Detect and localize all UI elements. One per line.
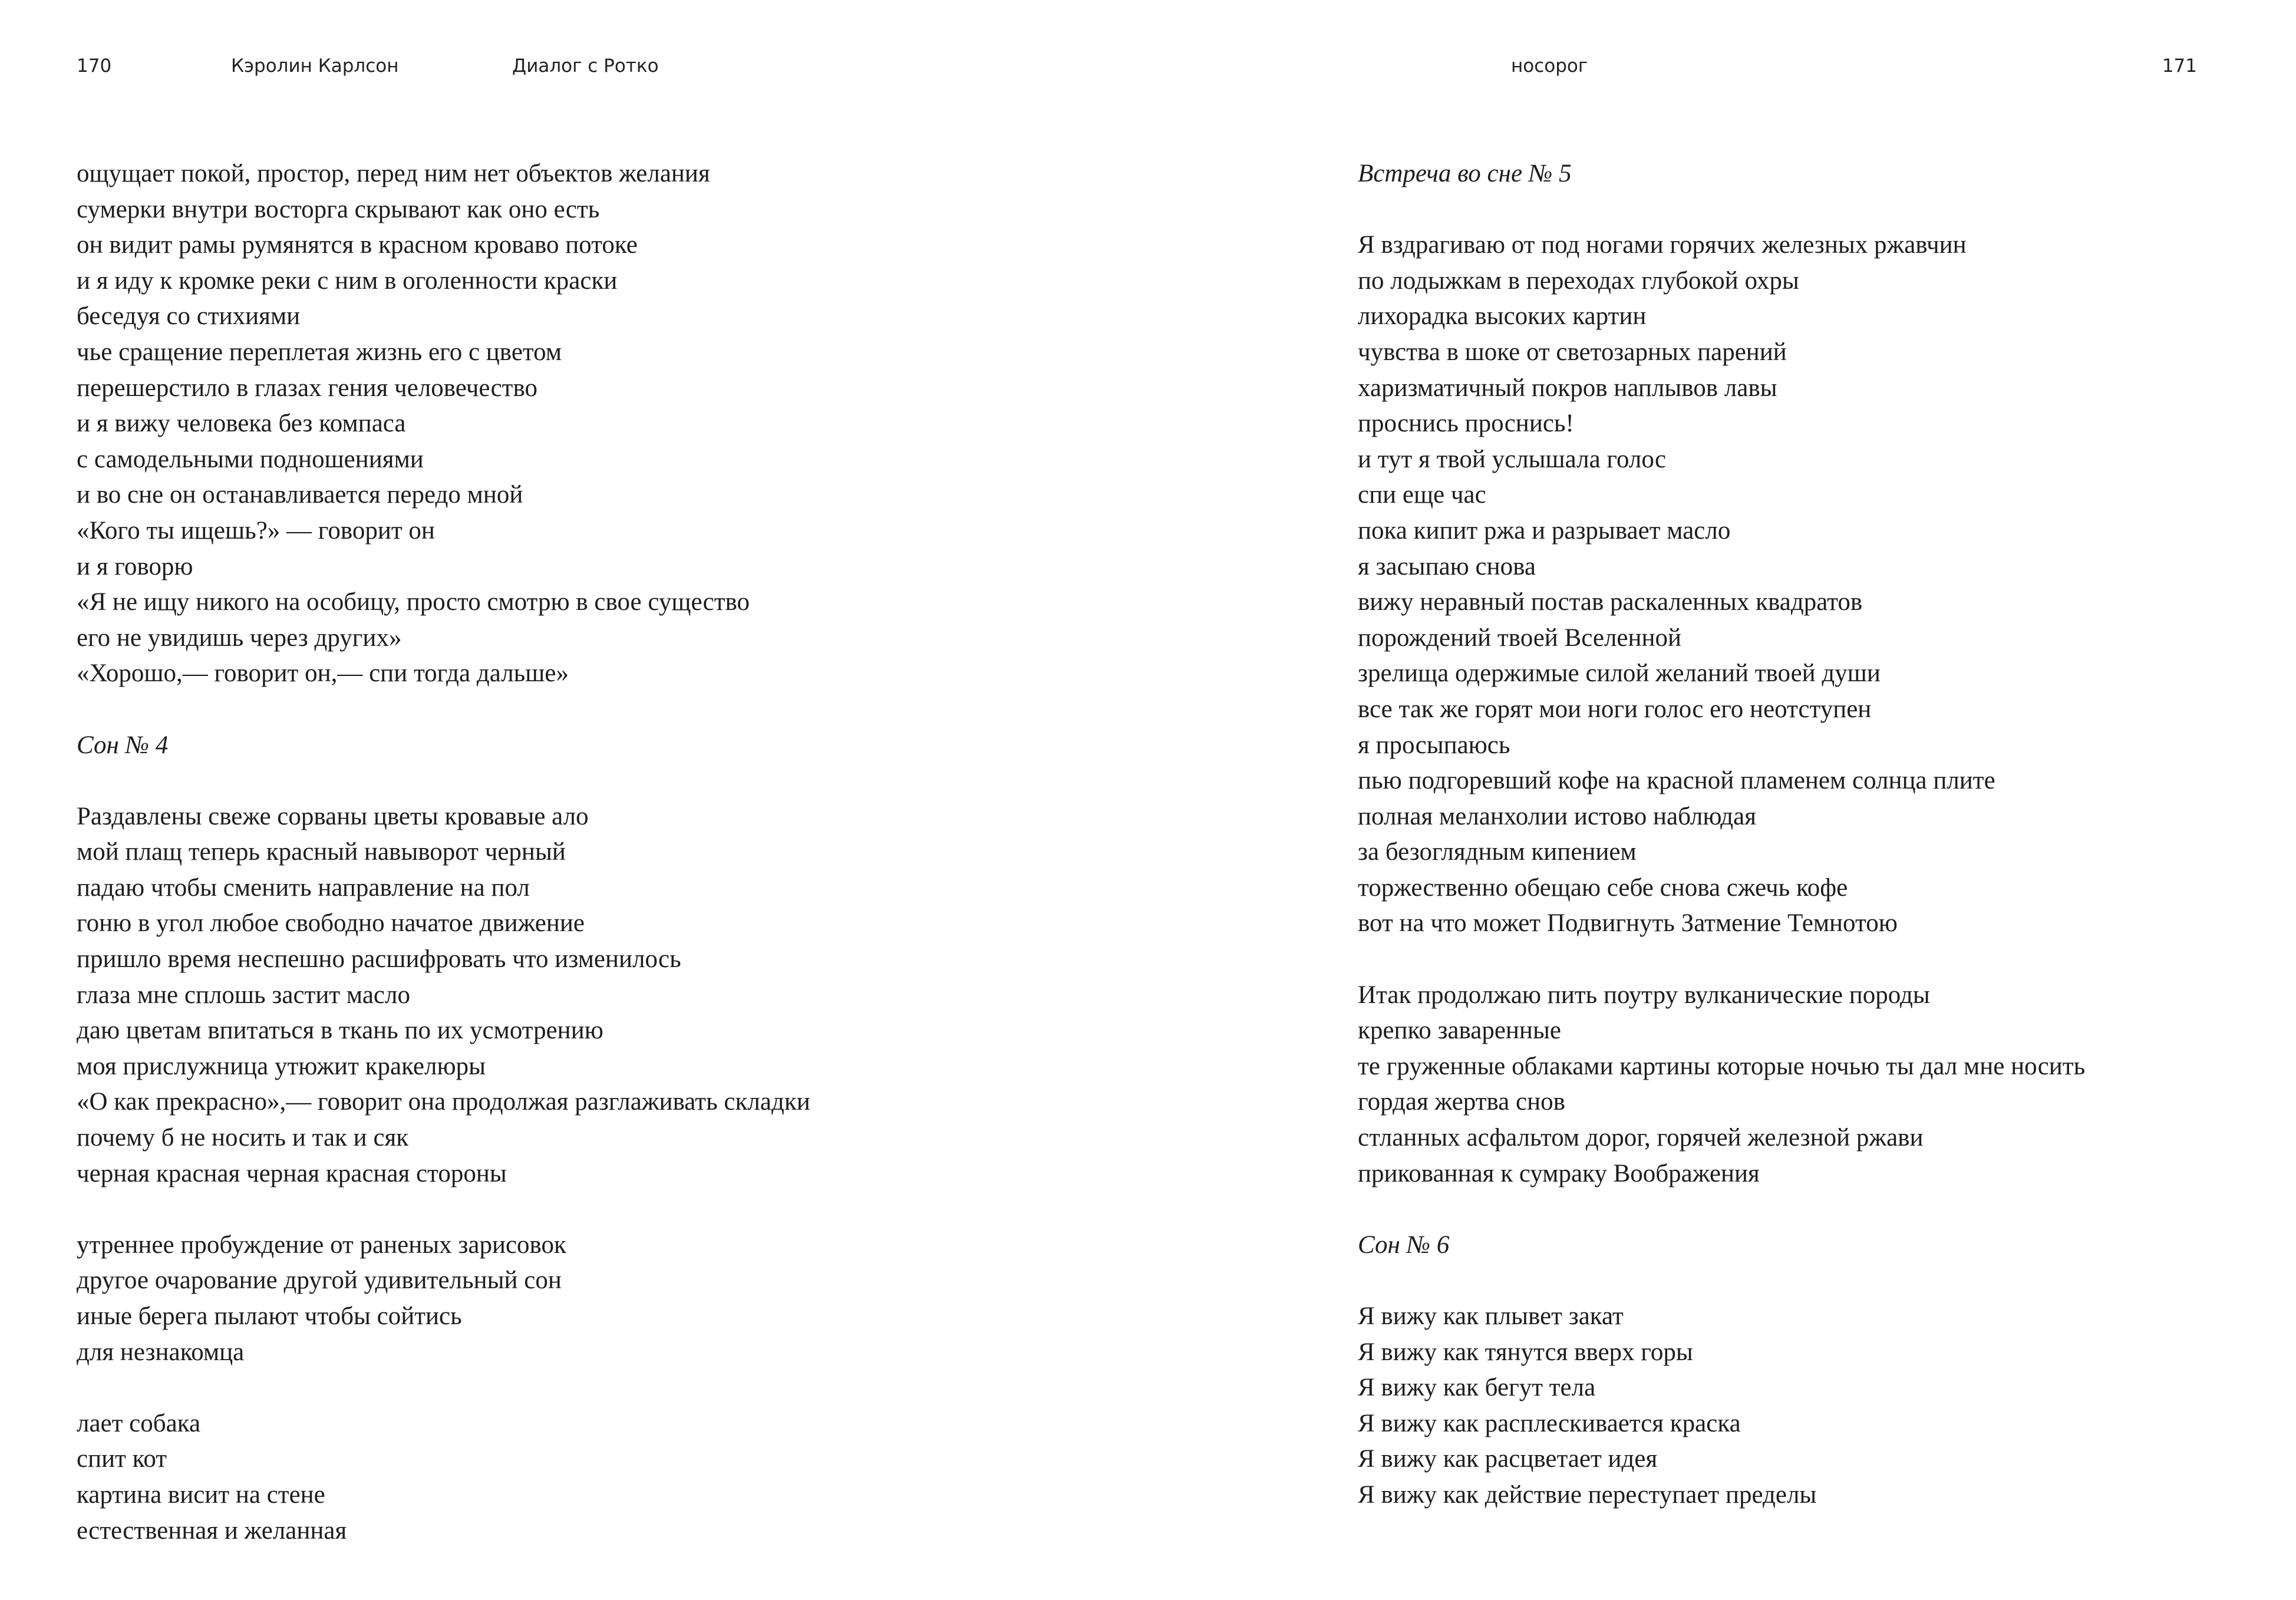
poem-line: пока кипит ржа и разрывает масло xyxy=(1358,516,1731,545)
poem-line: торжественно обещаю себе снова сжечь кофе xyxy=(1358,873,1848,902)
poem-line: вот на что может Подвигнуть Затмение Темнотою xyxy=(1358,909,1898,938)
poem-line: Я вижу как расплескивается краска xyxy=(1358,1409,1741,1437)
running-header-author: Кэролин Карлсон xyxy=(231,55,399,77)
page-number-right: 171 xyxy=(2162,55,2197,77)
poem-line: естественная и желанная xyxy=(77,1516,347,1545)
poem-line: полная меланхолии истово наблюдая xyxy=(1358,802,1757,830)
poem-line: и тут я твой услышала голос xyxy=(1358,445,1667,473)
poem-heading: Встреча во сне № 5 xyxy=(1358,160,1572,187)
poem-line: беседуя со стихиями xyxy=(77,302,301,331)
poem-line: «Я не ищу никого на особицу, просто смотрю в свое существо xyxy=(77,588,750,616)
poem-line: чье сращение переплетая жизнь его с цветом xyxy=(77,338,562,366)
stanza-gap xyxy=(1358,942,2085,978)
poem-line: порождений твоей Вселенной xyxy=(1358,623,1682,652)
poem-line: я просыпаюсь xyxy=(1358,731,1510,759)
poem-line: гоню в угол любое свободно начатое движение xyxy=(77,909,585,938)
poem-line: картина висит на стене xyxy=(77,1480,325,1509)
poem-line: Я вижу как бегут тела xyxy=(1358,1374,1596,1402)
poem-line: гордая жертва снов xyxy=(1358,1088,1565,1116)
poem-line: Итак продолжаю пить поутру вулканические породы xyxy=(1358,981,1930,1009)
right-page xyxy=(1148,0,2296,1600)
poem-line: пришло время неспешно расшифровать что изменилось xyxy=(77,945,681,974)
poem-line: по лодыжкам в переходах глубокой охры xyxy=(1358,266,1799,295)
poem-line: перешерстило в глазах гения человечество xyxy=(77,374,537,402)
stanza-gap xyxy=(1358,192,2085,228)
poem-line: прикованная к сумраку Воображения xyxy=(1358,1159,1760,1187)
poem-line: черная красная черная красная стороны xyxy=(77,1159,507,1187)
poem-line: крепко заваренные xyxy=(1358,1017,1561,1045)
poem-line: он видит рамы румянятся в красном кроваво потоке xyxy=(77,231,638,259)
right-page-text xyxy=(1358,156,2085,1513)
poem-line: стланных асфальтом дорог, горячей железной ржави xyxy=(1358,1124,1924,1152)
poem-line: Я вижу как расцветает идея xyxy=(1358,1445,1658,1473)
stanza-gap xyxy=(77,1370,810,1406)
poem-line: глаза мне сплошь застит масло xyxy=(77,981,410,1009)
poem-line: и я вижу человека без компаса xyxy=(77,410,406,438)
poem-line: лает собака xyxy=(77,1409,201,1437)
left-page-text xyxy=(77,156,810,1549)
poem-line: Я вижу как действие переступает пределы xyxy=(1358,1480,1817,1509)
poem-line: и я иду к кромке реки с ним в оголенности краски xyxy=(77,266,618,295)
poem-line: и я говорю xyxy=(77,552,193,580)
poem-line: Раздавлены свеже сорваны цветы кровавые ало xyxy=(77,802,589,830)
running-header-section: носорог xyxy=(1511,55,1588,77)
stanza-gap xyxy=(1358,1192,2085,1228)
poem-heading: Сон № 6 xyxy=(1358,1230,1450,1259)
poem-line: чувства в шоке от светозарных парений xyxy=(1358,338,1787,366)
poem-line: другое очарование другой удивительный сон xyxy=(77,1266,562,1295)
poem-line: зрелища одержимые силой желаний твоей души xyxy=(1358,659,1881,688)
poem-line: лихорадка высоких картин xyxy=(1358,302,1647,331)
poem-line: моя прислужница утюжит кракелюры xyxy=(77,1052,486,1080)
poem-line: харизматичный покров наплывов лавы xyxy=(1358,374,1777,402)
poem-line: мой плащ теперь красный навыворот черный xyxy=(77,838,566,866)
poem-line: «О как прекрасно»,— говорит она продолжая разглаживать складки xyxy=(77,1088,810,1116)
poem-line: проснись проснись! xyxy=(1358,410,1574,438)
poem-line: спит кот xyxy=(77,1445,167,1473)
poem-line: спи еще час xyxy=(1358,481,1486,509)
poem-line: «Хорошо,— говорит он,— спи тогда дальше» xyxy=(77,659,569,688)
poem-line: Я вздрагиваю от под ногами горячих железных ржавчин xyxy=(1358,231,1967,259)
stanza-gap xyxy=(77,692,810,728)
poem-line: за безоглядным кипением xyxy=(1358,838,1637,866)
poem-line: падаю чтобы сменить направление на пол xyxy=(77,873,530,902)
poem-line: пью подгоревший кофе на красной пламенем солнца плите xyxy=(1358,767,1995,795)
poem-line: Я вижу как тянутся вверх горы xyxy=(1358,1338,1693,1366)
poem-line: с самодельными подношениями xyxy=(77,445,424,473)
page-number-left: 170 xyxy=(77,55,112,77)
poem-line: иные берега пылают чтобы сойтись xyxy=(77,1302,462,1330)
poem-line: для незнакомца xyxy=(77,1338,245,1366)
running-header-book-title: Диалог с Ротко xyxy=(512,55,659,77)
stanza-gap xyxy=(77,1192,810,1228)
stanza-gap xyxy=(1358,1263,2085,1299)
poem-line: Я вижу как плывет закат xyxy=(1358,1302,1624,1330)
poem-line: даю цветам впитаться в ткань по их усмотрению xyxy=(77,1017,603,1045)
poem-line: его не увидишь через других» xyxy=(77,623,402,652)
poem-line: все так же горят мои ноги голос его неотступен xyxy=(1358,695,1872,723)
poem-line: те груженные облаками картины которые ночью ты дал мне носить xyxy=(1358,1052,2086,1080)
poem-line: вижу неравный постав раскаленных квадратов xyxy=(1358,588,1863,616)
poem-heading: Сон № 4 xyxy=(77,731,169,759)
poem-line: я засыпаю снова xyxy=(1358,552,1536,580)
poem-line: утреннее пробуждение от раненых зарисовок xyxy=(77,1230,566,1259)
poem-line: сумерки внутри восторга скрывают как оно есть xyxy=(77,195,600,223)
poem-line: почему б не носить и так и сяк xyxy=(77,1124,409,1152)
stanza-gap xyxy=(77,763,810,799)
poem-line: «Кого ты ищешь?» — говорит он xyxy=(77,516,435,545)
poem-line: ощущает покой, простор, перед ним нет объектов желания xyxy=(77,160,710,187)
poem-line: и во сне он останавливается передо мной xyxy=(77,481,523,509)
